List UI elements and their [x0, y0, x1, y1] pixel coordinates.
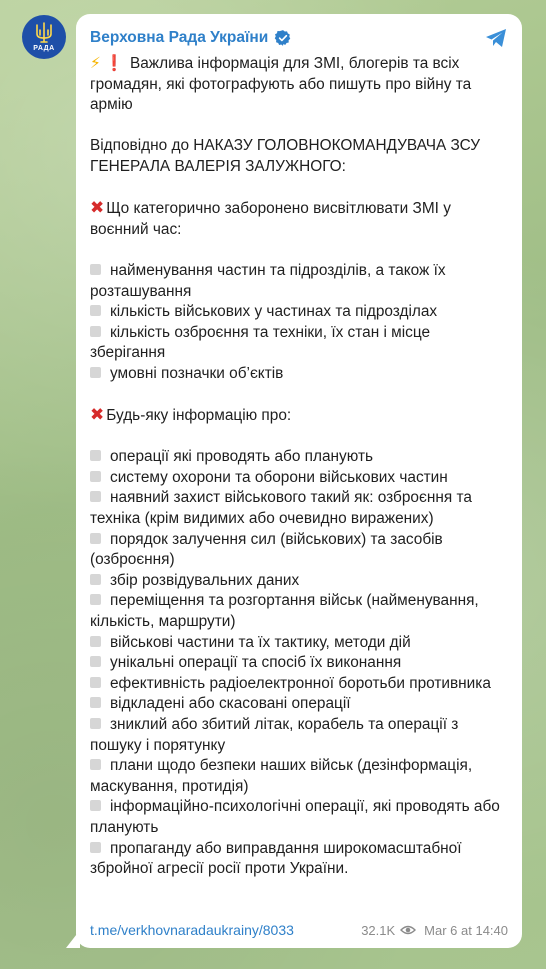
bullet-square-icon: [90, 677, 101, 688]
list-item: зниклий або збитий літак, корабель та операції з пошуку і порятунку: [90, 716, 459, 754]
share-icon[interactable]: [484, 26, 508, 50]
list-item: наявний захист військового такий як: озброєння та техніка (крім видимих або очевидно виражених): [90, 489, 472, 528]
message-bubble: [76, 14, 522, 948]
bullet-square-icon: [90, 697, 101, 708]
cross-icon: ✖: [90, 405, 105, 425]
bullet-square-icon: [90, 326, 101, 337]
heading-text: Важлива інформація для ЗМІ, блогерів та всіх громадян, які фотографують або пишуть про війну та армію: [90, 55, 472, 114]
view-count: 32.1K: [361, 922, 396, 938]
timestamp: Mar 6 at 14:40: [424, 922, 508, 938]
list-item: переміщення та розгортання військ (найменування, кількість, маршрути): [90, 592, 479, 631]
bullet-square-icon: [90, 636, 101, 647]
list-item: найменування частин та підрозділів, а також їх розташування: [90, 261, 446, 300]
channel-avatar[interactable]: [22, 15, 66, 59]
bullet-square-icon: [90, 800, 101, 811]
message-text: [90, 54, 508, 880]
section2-title-line: [90, 405, 508, 427]
list-item: військові частини та їх тактику, методи дій: [90, 633, 508, 654]
list-item: кількість озброєння та техніки, їх стан і місце зберігання: [90, 323, 431, 362]
verified-badge-icon: [274, 29, 292, 47]
list-item: унікальні операції та спосіб їх виконання: [90, 653, 508, 674]
cross-icon: ✖: [90, 198, 105, 218]
list-item: відкладені або скасовані операції: [90, 694, 508, 715]
bullet-square-icon: [90, 471, 101, 482]
bullet-square-icon: [90, 718, 101, 729]
message-footer: [90, 922, 508, 938]
section2-title: Будь-яку інформацію про:: [106, 407, 292, 425]
trident-icon: [35, 22, 53, 44]
bullet-square-icon: [90, 367, 101, 378]
list-item: умовні позначки об’єктів: [90, 364, 508, 385]
order-intro: Відповідно до НАКАЗУ ГОЛОВНОКОМАНДУВАЧА ЗСУ ГЕНЕРАЛА ВАЛЕРІЯ ЗАЛУЖНОГО:: [90, 137, 481, 175]
bullet-square-icon: [90, 574, 101, 585]
list-item: кількість військових у частинах та підрозділах: [90, 302, 508, 323]
post-link[interactable]: t.me/verkhovnaradaukrainy/8033: [90, 922, 294, 938]
channel-name[interactable]: Верховна Рада України: [90, 29, 269, 46]
bullet-square-icon: [90, 533, 101, 544]
eye-icon: [400, 924, 416, 936]
list-item: порядок залучення сил (військових) та засобів (озброєння): [90, 530, 443, 569]
bullet-square-icon: [90, 759, 101, 770]
list-item: операції які проводять або планують: [90, 447, 508, 468]
bullet-square-icon: [90, 305, 101, 316]
list-item: ефективність радіоелектронної боротьби противника: [90, 674, 508, 695]
avatar-label: РАДА: [33, 45, 55, 52]
lightning-icon: ⚡: [90, 55, 101, 72]
list-item: інформаційно-психологічні операції, які проводять або планують: [90, 798, 500, 836]
message-meta: [361, 923, 508, 938]
section1-title: Що категорично заборонено висвітлювати ЗМІ у воєнний час:: [90, 200, 451, 238]
list-item: плани щодо безпеки наших військ (дезінформація, маскування, протидія): [90, 757, 473, 795]
list-item: систему охорони та оборони військових частин: [90, 468, 508, 489]
section1-title-line: [90, 198, 508, 240]
heading-line: [90, 54, 508, 116]
bullet-square-icon: [90, 656, 101, 667]
bullet-square-icon: [90, 842, 101, 853]
list-item: пропаганду або виправдання широкомасштабної збройної агресії росії проти України.: [90, 839, 462, 878]
bullet-square-icon: [90, 491, 101, 502]
list-item: збір розвідувальних даних: [90, 571, 508, 592]
bullet-square-icon: [90, 594, 101, 605]
bullet-square-icon: [90, 450, 101, 461]
bullet-square-icon: [90, 264, 101, 275]
message-header: [90, 26, 508, 50]
exclamation-icon: ❗: [104, 55, 124, 72]
